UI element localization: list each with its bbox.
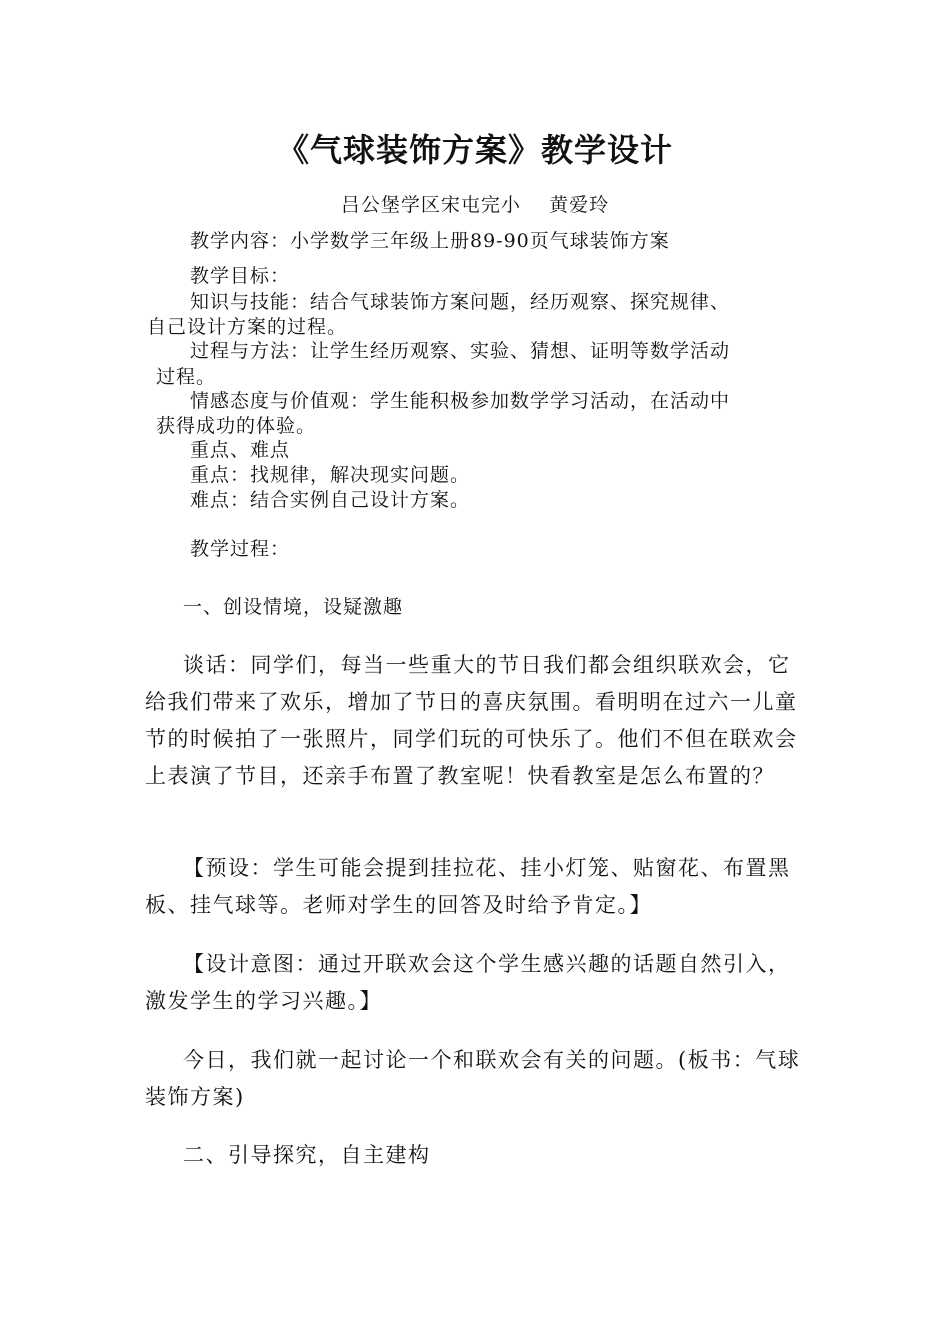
intent-line-1: 【设计意图：通过开联欢会这个学生感兴趣的话题自然引入， bbox=[183, 952, 791, 976]
talk-line-3: 节的时候拍了一张照片，同学们玩的可快乐了。他们不但在联欢会 bbox=[145, 727, 798, 751]
talk-line-4: 上表演了节目，还亲手布置了教室呢！快看教室是怎么布置的？ bbox=[145, 764, 775, 788]
goal-knowledge-line-2: 自己设计方案的过程。 bbox=[147, 316, 348, 338]
goal-emotion-line-1: 情感态度与价值观：学生能积极参加数学学习活动，在活动中 bbox=[190, 390, 731, 412]
document-title: 《气球装饰方案》教学设计 bbox=[276, 131, 673, 169]
goal-process-line-1: 过程与方法：让学生经历观察、实验、猜想、证明等数学活动 bbox=[190, 340, 731, 362]
goal-knowledge-line-1: 知识与技能：结合气球装饰方案问题，经历观察、探究规律、 bbox=[190, 291, 731, 313]
section-1-heading: 一、创设情境，设疑激趣 bbox=[183, 596, 404, 618]
teaching-content: 教学内容：小学数学三年级上册89-90页气球装饰方案 bbox=[190, 230, 670, 252]
teaching-goals-heading: 教学目标： bbox=[190, 265, 291, 287]
key-point: 重点：找规律，解决现实问题。 bbox=[190, 464, 471, 486]
goal-process-line-2: 过程。 bbox=[156, 366, 217, 388]
talk-line-1: 谈话：同学们，每当一些重大的节日我们都会组织联欢会，它 bbox=[183, 653, 791, 677]
intent-line-2: 激发学生的学习兴趣。】 bbox=[145, 989, 382, 1013]
preset-line-2: 板、挂气球等。老师对学生的回答及时给予肯定。】 bbox=[145, 893, 652, 917]
talk-line-2: 给我们带来了欢乐，增加了节日的喜庆氛围。看明明在过六一儿童 bbox=[145, 690, 798, 714]
process-heading: 教学过程： bbox=[190, 538, 291, 560]
section-2-heading: 二、引导探究，自主建构 bbox=[183, 1143, 431, 1167]
preset-line-1: 【预设：学生可能会提到挂拉花、挂小灯笼、贴窗花、布置黑 bbox=[183, 856, 791, 880]
difficult-point: 难点：结合实例自己设计方案。 bbox=[190, 489, 471, 511]
key-points-heading: 重点、难点 bbox=[190, 439, 291, 461]
today-line-2: 装饰方案) bbox=[145, 1085, 245, 1109]
goal-emotion-line-2: 获得成功的体验。 bbox=[156, 415, 317, 437]
today-line-1: 今日，我们就一起讨论一个和联欢会有关的问题。(板书：气球 bbox=[183, 1048, 801, 1072]
author-line: 吕公堡学区宋屯完小 黄爱玲 bbox=[340, 194, 610, 216]
